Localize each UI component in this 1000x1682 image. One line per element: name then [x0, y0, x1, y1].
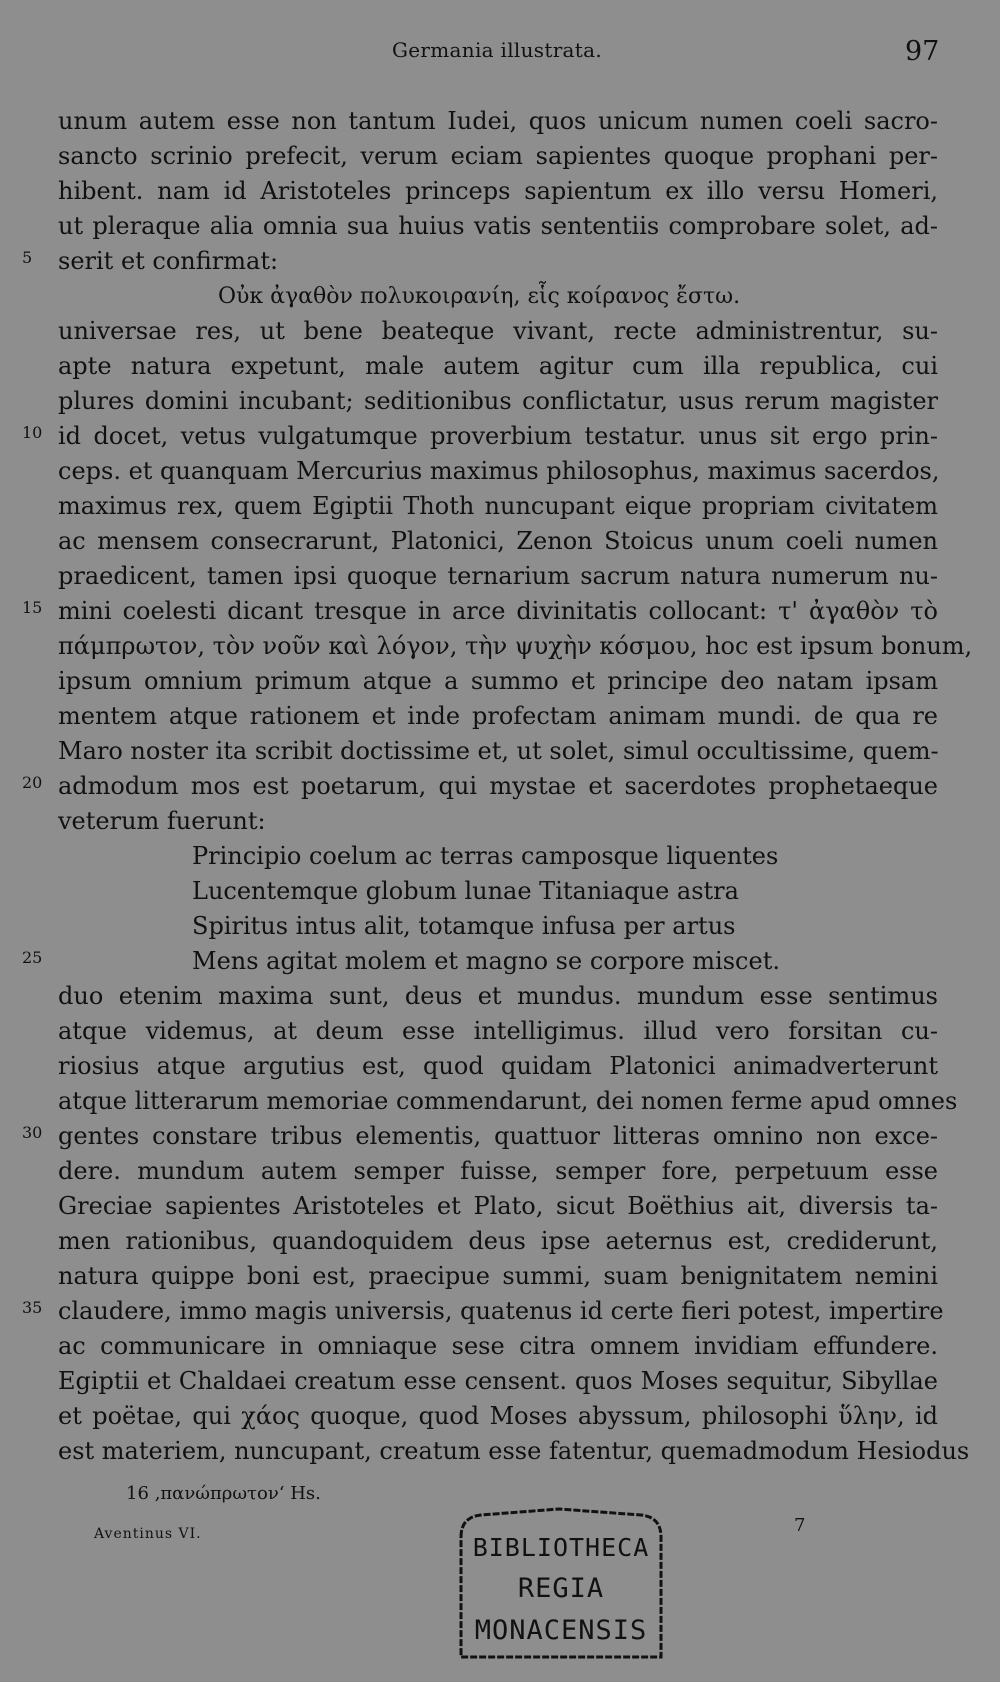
- text-line: [58, 979, 938, 1014]
- sheet-mark: 7: [794, 1515, 806, 1536]
- line-text: ceps. et quanquam Mercurius maximus philosophus, maximus sacerdos,: [58, 457, 940, 485]
- text-line: [58, 1224, 938, 1259]
- library-stamp: [455, 1507, 667, 1665]
- line-text: Egiptii et Chaldaei creatum esse censent. quos Moses sequitur, Sibyllae: [58, 1367, 938, 1395]
- footnote: 16 ‚πανώπρωτον‘ Hs.: [126, 1483, 321, 1504]
- text-line: [58, 279, 938, 314]
- page-number: 97: [905, 36, 940, 67]
- line-text: unum autem esse non tantum Iudei, quos unicum numen coeli sacro-: [58, 107, 938, 135]
- text-line: [22, 1294, 944, 1329]
- line-text: Mens agitat molem et magno se corpore miscet.: [192, 947, 780, 975]
- line-text: dere. mundum autem semper fuisse, semper fore, perpetuum esse: [58, 1157, 938, 1185]
- text-line: [58, 489, 938, 524]
- line-text: sancto scrinio prefecit, verum eciam sapientes quoque prophani per-: [58, 142, 938, 170]
- text-line: [58, 664, 938, 699]
- text-line: [58, 629, 973, 664]
- text-line: [58, 559, 938, 594]
- text-line: [58, 1084, 958, 1119]
- line-text: apte natura expetunt, male autem agitur cum illa republica, cui: [58, 352, 938, 380]
- line-text: men rationibus, quandoquidem deus ipse aeternus est, crediderunt,: [58, 1227, 938, 1255]
- line-text: Spiritus intus alit, totamque infusa per artus: [192, 912, 736, 940]
- text-line: [58, 349, 938, 384]
- text-line: [58, 209, 938, 244]
- verse-line: [58, 909, 938, 944]
- line-text: ipsum omnium primum atque a summo et principe deo natam ipsam: [58, 667, 938, 695]
- line-text: est materiem, nuncupant, creatum esse fatentur, quemadmodum Hesiodus: [58, 1437, 970, 1465]
- line-text: mentem atque rationem et inde profectam animam mundi. de qua re: [58, 702, 938, 730]
- line-text: praedicent, tamen ipsi quoque ternarium sacrum natura numerum nu-: [58, 562, 938, 590]
- line-text: universae res, ut bene beateque vivant, recte administrentur, su-: [58, 317, 938, 345]
- line-text: et poëtae, qui χάος quoque, quod Moses abyssum, philosophi ὕλην, id: [58, 1402, 938, 1430]
- line-number: 5: [22, 248, 33, 267]
- text-line: [58, 1049, 938, 1084]
- running-head: [0, 38, 1000, 70]
- text-line: [58, 1189, 938, 1224]
- line-text: πάμπρωτον, τὸν νοῦν καὶ λόγον, τὴν ψυχὴν κόσμου, hoc est ipsum bonum,: [58, 632, 973, 660]
- line-text: ac mensem consecrarunt, Platonici, Zenon Stoicus unum coeli numen: [58, 527, 938, 555]
- line-text: Lucentemque globum lunae Titaniaque astra: [192, 877, 739, 905]
- line-text: ac communicare in omniaque sese citra omnem invidiam effundere.: [58, 1332, 938, 1360]
- line-text: claudere, immo magis universis, quatenus id certe fieri potest, impertire: [58, 1297, 944, 1325]
- line-text: mini coelesti dicant tresque in arce divinitatis collocant: τ' ἀγαθὸν τὸ: [58, 597, 938, 625]
- line-number: 10: [22, 423, 43, 442]
- stamp-line-3: MONACENSIS: [474, 1615, 648, 1646]
- line-text: hibent. nam id Aristoteles princeps sapientum ex illo versu Homeri,: [58, 177, 938, 205]
- line-text: riosius atque argutius est, quod quidam Platonici animadverterunt: [58, 1052, 938, 1080]
- text-line: [58, 174, 938, 209]
- line-text: plures domini incubant; seditionibus conflictatur, usus rerum magister: [58, 387, 938, 415]
- line-text: serit et confirmat:: [58, 247, 279, 275]
- line-text: Greciae sapientes Aristoteles et Plato, sicut Boëthius ait, diversis ta-: [58, 1192, 938, 1220]
- text-line: [58, 1014, 938, 1049]
- verse-line: [22, 944, 938, 979]
- line-text: gentes constare tribus elementis, quattuor litteras omnino non exce-: [58, 1122, 938, 1150]
- line-number: 20: [22, 773, 43, 792]
- line-number: 35: [22, 1298, 43, 1317]
- line-text: veterum fuerunt:: [58, 807, 266, 835]
- line-number: 25: [22, 948, 43, 967]
- line-text: Principio coelum ac terras camposque liquentes: [192, 842, 779, 870]
- text-line: [58, 804, 938, 839]
- text-line: [58, 454, 938, 489]
- line-text: Οὐκ ἀγαθὸν πολυκοιρανίη, εἷς κοίρανος ἔστω.: [218, 284, 741, 309]
- verse-line: [58, 839, 938, 874]
- text-line: [22, 769, 938, 804]
- signature-mark: Aventinus VI.: [94, 1526, 202, 1542]
- line-text: id docet, vetus vulgatumque proverbium testatur. unus sit ergo prin-: [58, 422, 938, 450]
- text-line: [22, 419, 938, 454]
- stamp-line-2: REGIA: [517, 1573, 605, 1604]
- main-text: [22, 104, 973, 1469]
- text-line: [58, 1434, 970, 1469]
- text-line: [58, 1259, 938, 1294]
- text-line: [58, 699, 938, 734]
- text-line: [58, 139, 938, 174]
- text-line: [58, 734, 938, 769]
- line-text: duo etenim maxima sunt, deus et mundus. mundum esse sentimus: [58, 982, 938, 1010]
- line-text: natura quippe boni est, praecipue summi, suam benignitatem nemini: [58, 1262, 938, 1290]
- verse-line: [58, 874, 938, 909]
- line-number: 15: [22, 598, 43, 617]
- line-text: Maro noster ita scribit doctissime et, ut solet, simul occultissime, quem-: [58, 737, 939, 765]
- text-line: [58, 314, 938, 349]
- text-line: [22, 594, 938, 629]
- text-line: [58, 1399, 938, 1434]
- text-line: [22, 1119, 938, 1154]
- line-text: atque litterarum memoriae commendarunt, dei nomen ferme apud omnes: [58, 1087, 958, 1115]
- text-line: [58, 1364, 938, 1399]
- running-title: Germania illustrata.: [392, 38, 602, 62]
- stamp-line-1: BIBLIOTHECA: [472, 1533, 650, 1562]
- line-text: atque videmus, at deum esse intelligimus. illud vero forsitan cu-: [58, 1017, 938, 1045]
- line-text: admodum mos est poetarum, qui mystae et sacerdotes prophetaeque: [58, 772, 938, 800]
- line-text: ut pleraque alia omnia sua huius vatis sententiis comprobare solet, ad-: [58, 212, 938, 240]
- line-text: maximus rex, quem Egiptii Thoth nuncupant eique propriam civitatem: [58, 492, 938, 520]
- line-number: 30: [22, 1123, 43, 1142]
- text-line: [58, 1154, 938, 1189]
- text-line: [58, 524, 938, 559]
- text-line: [22, 244, 938, 279]
- text-line: [58, 1329, 938, 1364]
- text-line: [58, 384, 938, 419]
- text-line: [58, 104, 938, 139]
